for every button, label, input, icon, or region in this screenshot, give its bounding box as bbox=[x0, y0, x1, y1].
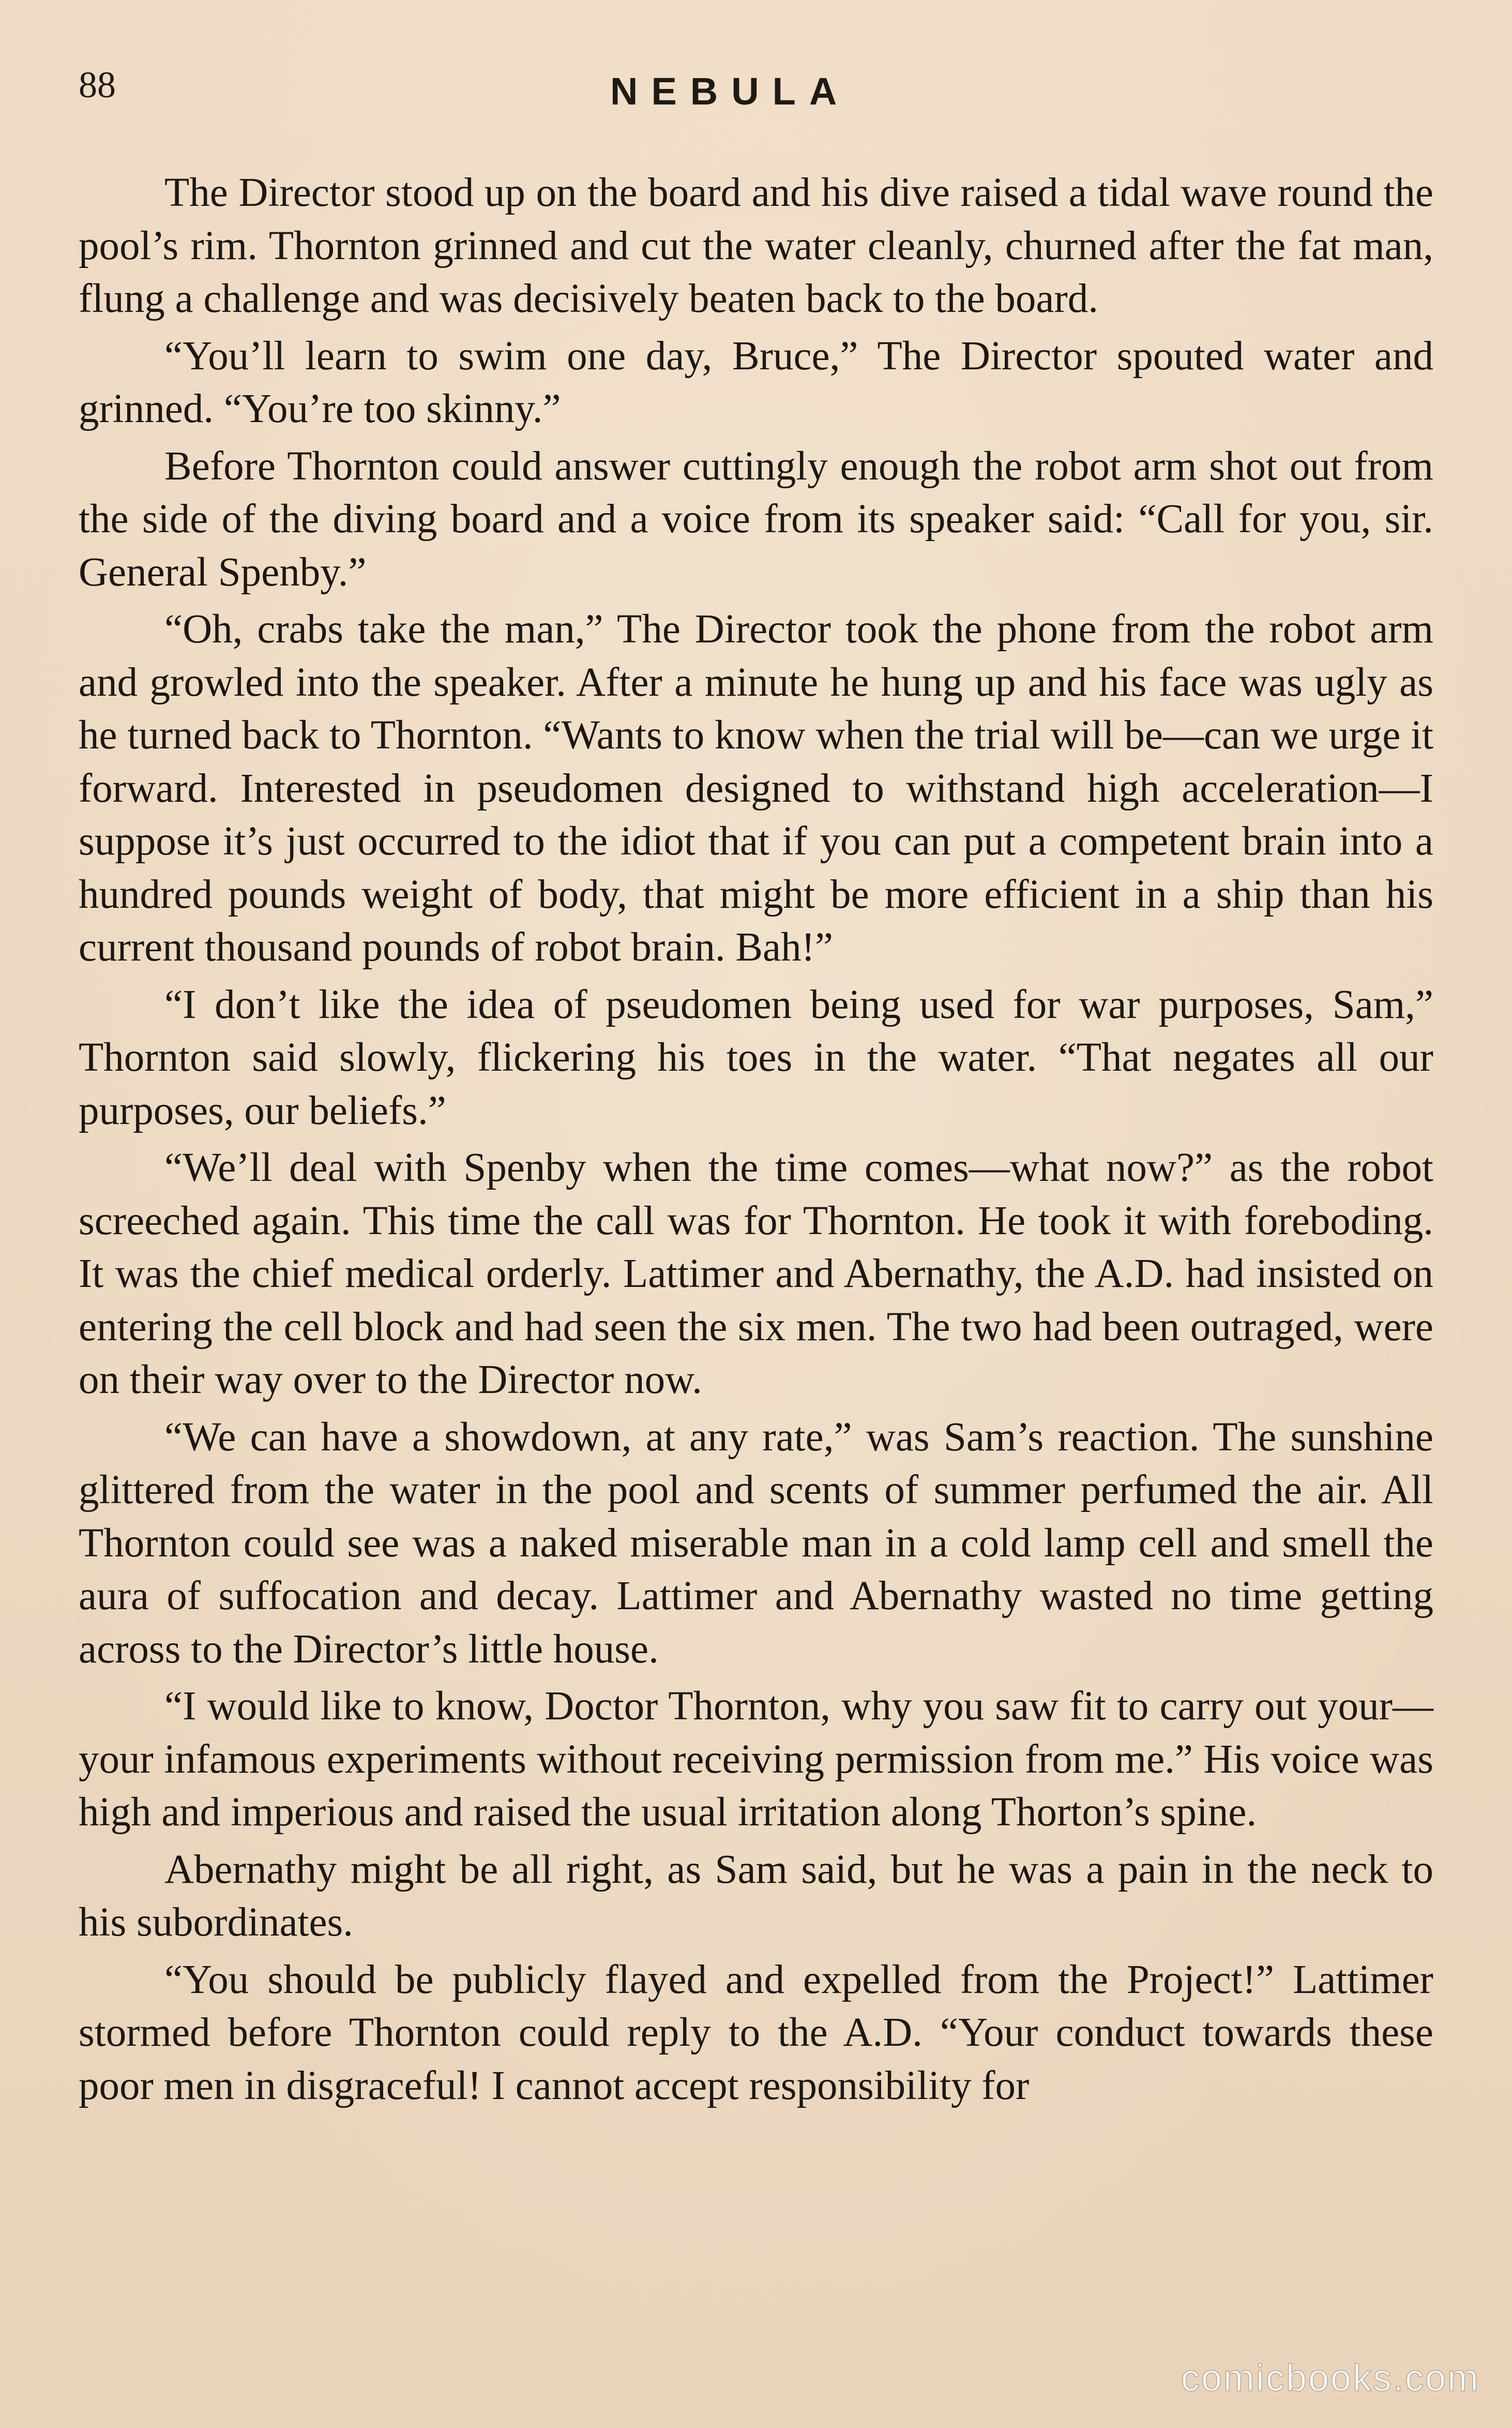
paragraph: “I don’t like the idea of pseudomen being used for war purposes, Sam,” Thornton said slowly, flickering his toes in the water. “That negates all our purposes, our beliefs.” bbox=[79, 982, 1433, 1133]
page-number: 88 bbox=[79, 64, 116, 106]
paragraph: Abernathy might be all right, as Sam said, but he was a pain in the neck to his subordinates. bbox=[79, 1847, 1433, 1945]
paragraph: Before Thornton could answer cuttingly enough the robot arm shot out from the side of the diving board and a voice from its speaker said: “Call for you, sir. General Spenby.” bbox=[79, 443, 1433, 595]
watermark: comicbooks.com bbox=[1181, 2358, 1480, 2399]
paragraph: The Director stood up on the board and his dive raised a tidal wave round the pool’s rim. Thornton grinned and cut the water cleanly, churned after the fat man, flung a challenge and was decisively beaten back to the board. bbox=[79, 170, 1433, 321]
paragraph: “We’ll deal with Spenby when the time comes—what now?” as the robot screeched again. This time the call was for Thornton. He took it with foreboding. It was the chief medical orderly. Lattimer and Abernathy, the A.D. had insisted on entering the cell block and had seen the six men. The two had been outraged, were on their way over to the Director now. bbox=[79, 1145, 1433, 1402]
paragraph: “You’ll learn to swim one day, Bruce,” The Director spouted water and grinned. “You’re too skinny.” bbox=[79, 333, 1433, 431]
paragraph: “Oh, crabs take the man,” The Director took the phone from the robot arm and growled into the speaker. After a minute he hung up and his face was ugly as he turned back to Thornton. “Wants to know when the trial will be—can we urge it forward. Interested in pseudomen designed to withstand high acceleration—I suppose it’s just occurred to the idiot that if you can put a competent brain into a hundred pounds weight of body, that might be more efficient in a ship than his current thousand pounds of robot brain. Bah!” bbox=[79, 607, 1433, 970]
body-text bbox=[79, 167, 1433, 2117]
running-title: NEBULA bbox=[610, 70, 851, 113]
paragraph: “We can have a showdown, at any rate,” was Sam’s reaction. The sunshine glittered from the water in the pool and scents of summer perfumed the air. All Thornton could see was a naked miserable man in a cold lamp cell and smell the aura of suffocation and decay. Lattimer and Abernathy wasted no time getting across to the Director’s little house. bbox=[79, 1414, 1433, 1672]
paragraph: “I would like to know, Doctor Thornton, why you saw fit to carry out your—your infamous experiments without receiving permission from me.” His voice was high and imperious and raised the usual irritation along Thorton’s spine. bbox=[79, 1684, 1433, 1835]
paragraph: “You should be publicly flayed and expelled from the Project!” Lattimer stormed before Thornton could reply to the A.D. “Your conduct towards these poor men in disgraceful! I cannot accept responsibility for bbox=[79, 1957, 1433, 2108]
page-header bbox=[0, 0, 1512, 134]
